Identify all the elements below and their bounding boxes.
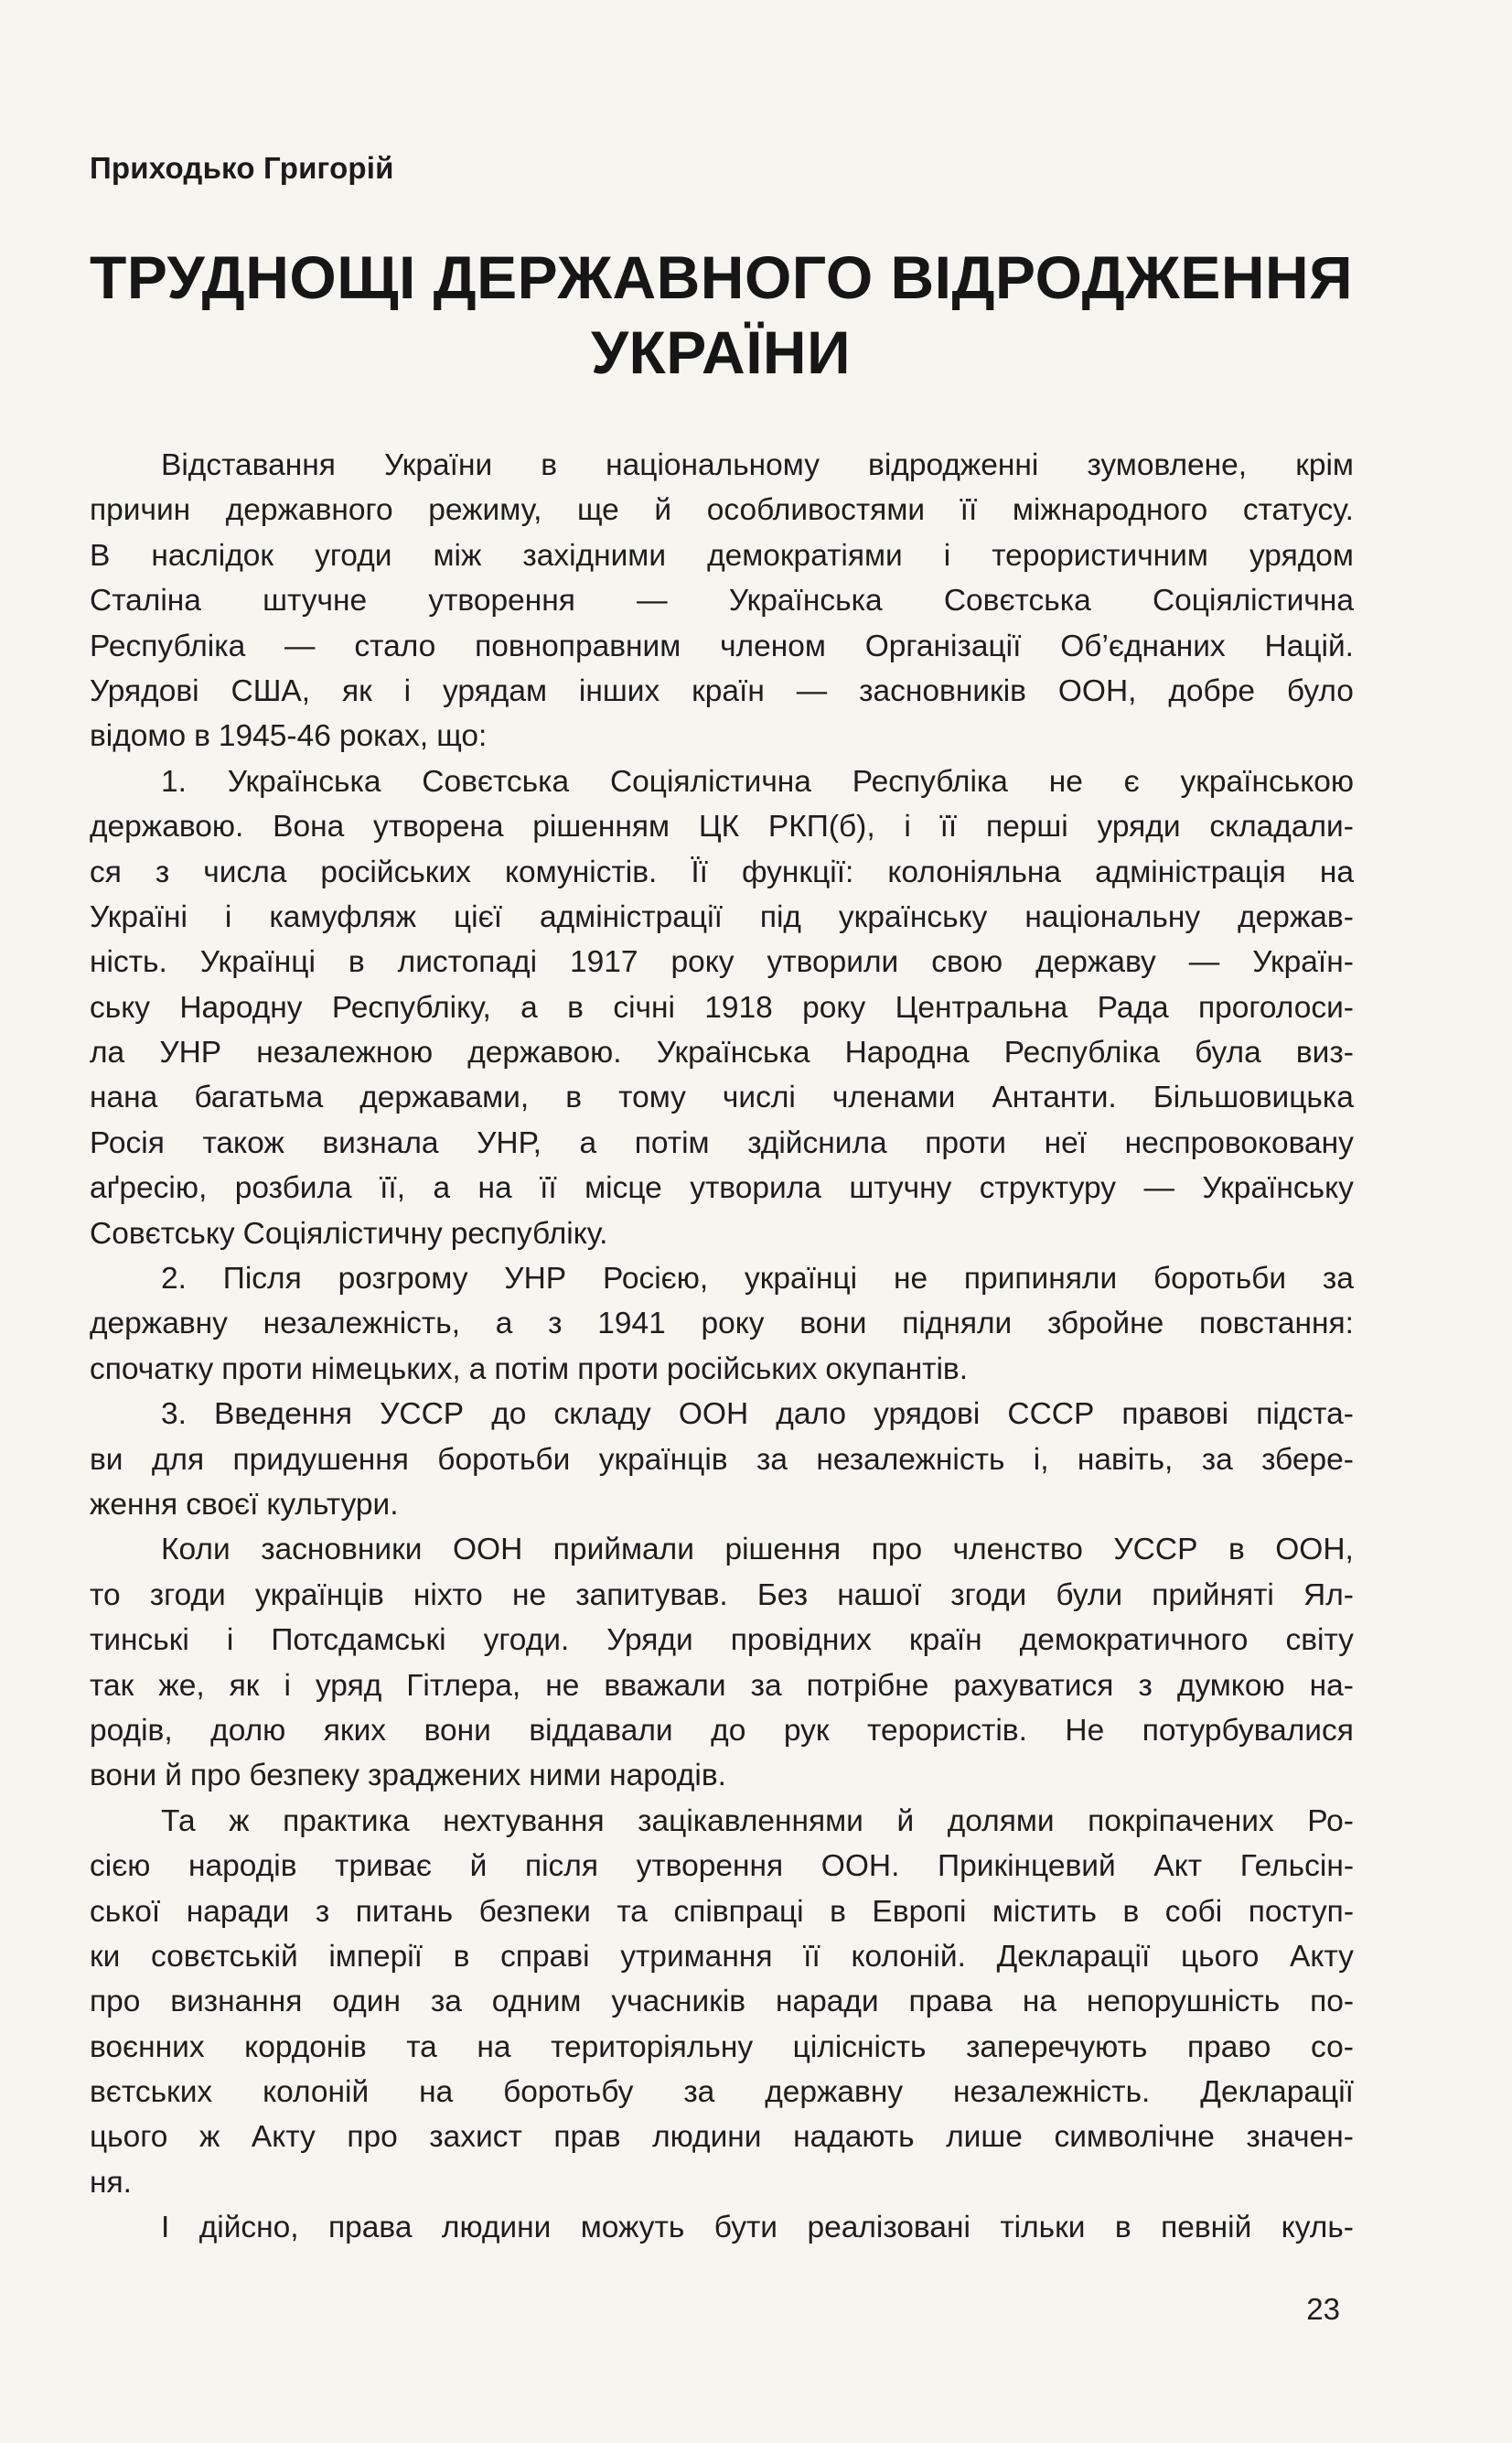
text-line: ла УНР незалежною державою. Українська Народна Республіка була виз- <box>90 1036 1354 1071</box>
text-line: Сталіна штучне утворення — Українська Совєтська Соціялістична <box>90 584 1354 619</box>
text-line: вєтських колоній на боротьбу за державну незалежність. Декларації <box>90 2075 1354 2110</box>
text-line: державну незалежність, а з 1941 року вони підняли збройне повстання: <box>90 1307 1354 1341</box>
text-line: державою. Вона утворена рішенням ЦК РКП(б), і її перші уряди складали- <box>90 810 1354 845</box>
text-line: то згоди українців ніхто не запитував. Без нашої згоди були прийняті Ял- <box>90 1577 1354 1612</box>
text-line: Коли засновники ООН приймали рішення про членство УССР в ООН, <box>161 1533 1354 1567</box>
text-line: про визнання один за одним учасників наради права на непорушність по- <box>90 1985 1354 2019</box>
article-body <box>90 443 1354 2251</box>
text-line: 3. Введення УССР до складу ООН дало урядові СССР правові підста- <box>161 1397 1354 1432</box>
text-line: ся з числа російських комуністів. Її функції: колоніяльна адміністрація на <box>90 855 1354 889</box>
text-line: відомо в 1945-46 роках, що: <box>90 719 488 754</box>
text-line: спочатку проти німецьких, а потім проти російських окупантів. <box>90 1351 968 1386</box>
text-line: сією народів триває й після утворення ООН. Прикінцевий Акт Гельсін- <box>90 1849 1354 1884</box>
text-line: Відставання України в національному відродженні зумовлене, крім <box>161 448 1354 482</box>
text-line: аґресію, розбила її, а на її місце утворила штучну структуру — Українську <box>90 1171 1354 1206</box>
page-number: 23 <box>1306 2292 1340 2326</box>
text-line: Росія також визнала УНР, а потім здійснила проти неї неспровоковану <box>90 1125 1354 1160</box>
text-line: родів, долю яких вони віддавали до рук терористів. Не потурбувалися <box>90 1713 1354 1748</box>
text-line: ви для придушення боротьби українців за незалежність і, навіть, за збере- <box>90 1442 1354 1477</box>
text-line: нана багатьма державами, в тому числі членами Антанти. Більшовицька <box>90 1081 1354 1115</box>
article-title <box>90 240 1352 390</box>
text-line: ня. <box>90 2165 132 2200</box>
text-line: І дійсно, права людини можуть бути реалізовані тільки в певній куль- <box>161 2211 1354 2245</box>
text-line: ження своєї культури. <box>90 1487 399 1522</box>
text-line: воєнних кордонів та на територіяльну цілісність заперечують право со- <box>90 2029 1354 2064</box>
text-line: тинські і Потсдамські угоди. Уряди провідних країн демократичного світу <box>90 1623 1354 1658</box>
text-line: цього ж Акту про захист прав людини надають лише символічне значен- <box>90 2120 1354 2155</box>
text-line: ську Народну Республіку, а в січні 1918 року Центральна Рада проголоси- <box>90 990 1354 1025</box>
text-line: Та ж практика нехтування зацікавленнями й долями покріпачених Ро- <box>161 1803 1354 1838</box>
text-line: ки совєтській імперії в справі утримання її колоній. Декларації цього Акту <box>90 1939 1354 1974</box>
title-line: УКРАЇНИ <box>590 318 852 386</box>
text-line: Урядові США, як і урядам інших країн — засновників ООН, добре було <box>90 673 1354 708</box>
text-line: В наслідок угоди між західними демократіями і терористичним урядом <box>90 538 1354 573</box>
text-line: причин державного режиму, ще й особливостями її міжнародного статусу. <box>90 493 1354 528</box>
text-line: ської наради з питань безпеки та співпраці в Европі містить в собі поступ- <box>90 1894 1354 1929</box>
text-line: Совєтську Соціялістичну республіку. <box>90 1216 608 1251</box>
text-line: 2. Після розгрому УНР Росією, українці не припиняли боротьби за <box>161 1262 1354 1297</box>
text-line: ність. Українці в листопаді 1917 року утворили свою державу — Україн- <box>90 945 1354 980</box>
text-line: Республіка — стало повноправним членом Організації Об’єднаних Націй. <box>90 629 1354 663</box>
text-line: 1. Українська Совєтська Соціялістична Республіка не є українською <box>161 764 1354 799</box>
text-line: вони й про безпеку зраджених ними народів. <box>90 1759 726 1793</box>
author-name: Приходько Григорій <box>90 151 394 185</box>
text-line: так же, як і уряд Гітлера, не вважали за потрібне рахуватися з думкою на- <box>90 1668 1354 1703</box>
title-line: ТРУДНОЩІ ДЕРЖАВНОГО ВІДРОДЖЕННЯ <box>90 243 1354 311</box>
text-line: Україні і камуфляж цієї адміністрації під українську національну держав- <box>90 899 1354 934</box>
